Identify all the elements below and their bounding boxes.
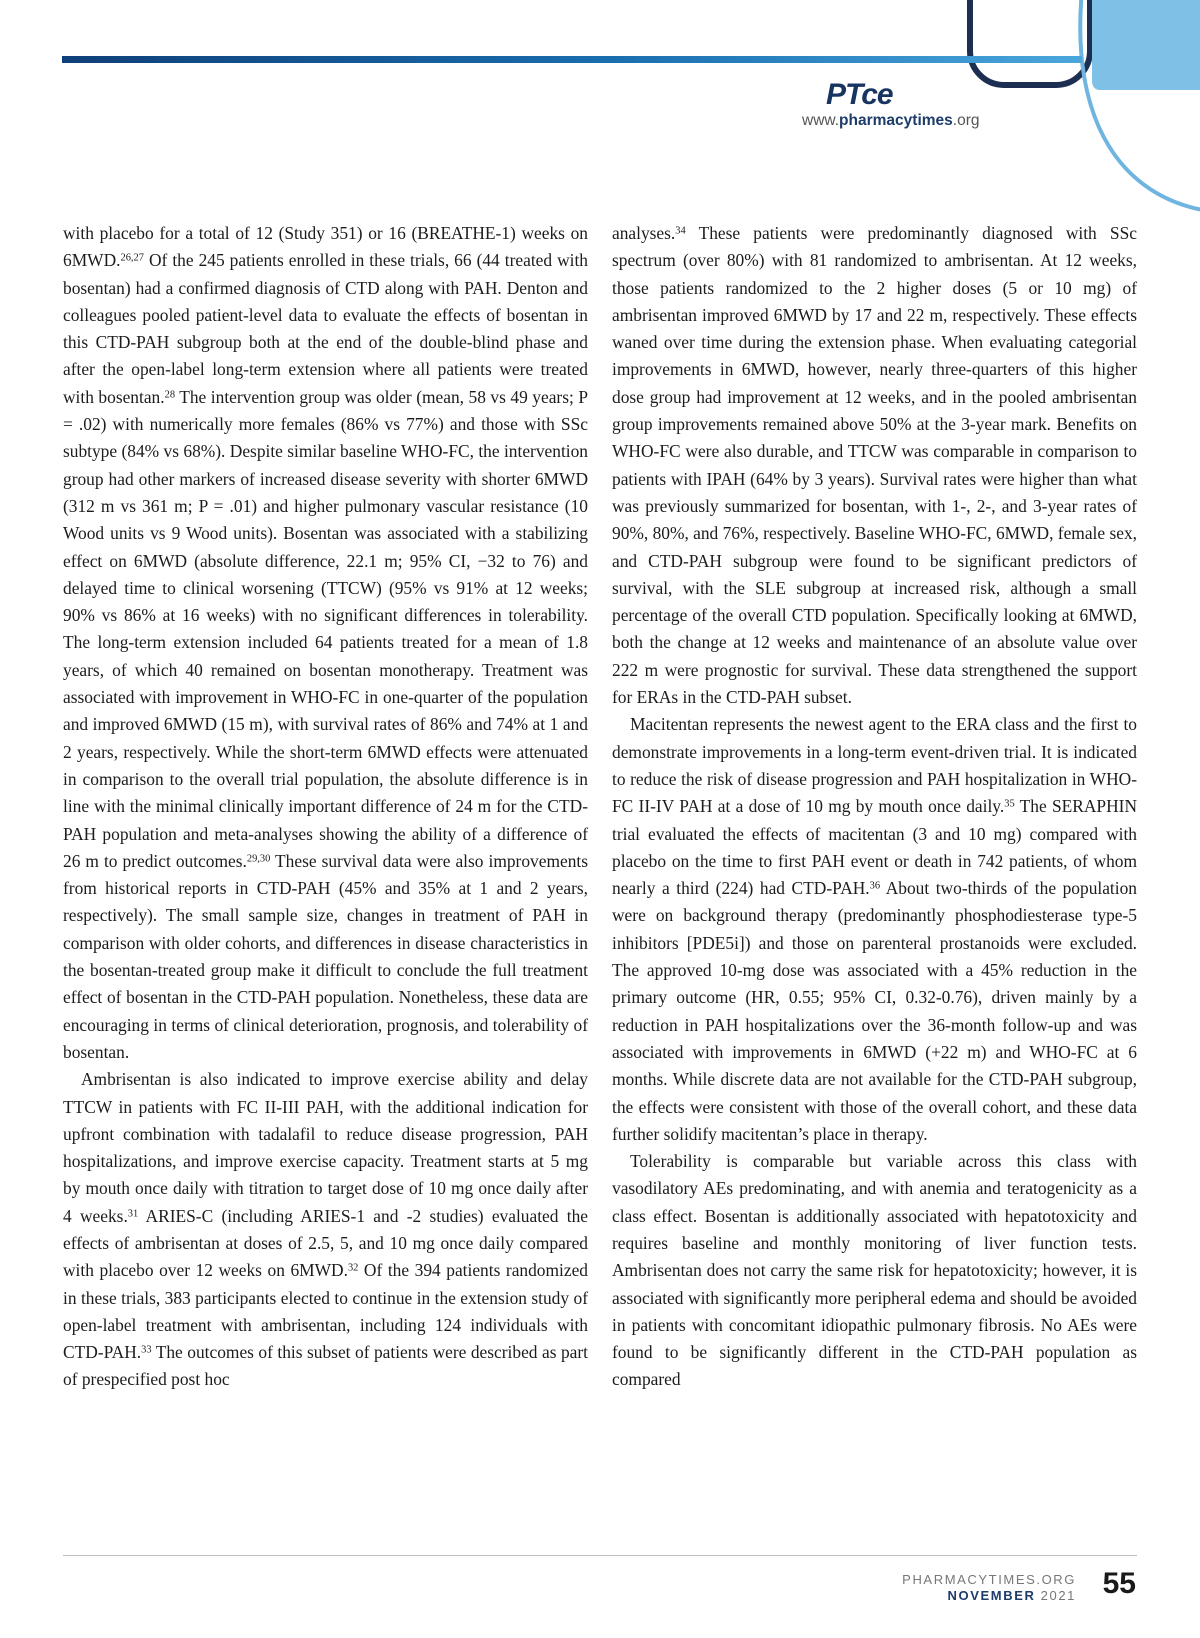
citation: 33 — [141, 1344, 152, 1356]
text-run: analyses. — [612, 223, 676, 243]
right-column — [612, 220, 1137, 1394]
text-run: ARIES-C (including ARIES-1 and -2 studies) evaluated the effects of ambrisentan at doses of 2.5, 5, and 10 mg once daily compared with placebo over 12 weeks on 6MWD. — [63, 1205, 588, 1281]
footer-site: PHARMACYTIMES.ORG — [902, 1572, 1076, 1587]
citation: 28 — [164, 389, 176, 401]
logo-mark — [826, 78, 893, 112]
text-run: Of the 394 patients randomized in these trials, 383 participants elected to continue in the extension study of open-label treatment with ambrisentan, including 124 individuals with CTD-PAH. — [63, 1260, 588, 1363]
text-run: Macitentan represents the newest agent to the ERA class and the first to demonstrate improvements in a long-term event-driven trial. It is indicated to reduce the risk of disease progression and PAH hospitalization in WHO-FC II-IV PAH at a dose of 10 mg by mouth once daily. — [612, 714, 1137, 817]
text-run: Of the 245 patients enrolled in these trials, 66 (44 treated with bosentan) had a confirmed diagnosis of CTD along with PAH. Denton and colleagues pooled patient-level data to evaluate the effects of bosentan in this CTD-PAH subgroup both at the end of the double-blind phase and after the open-label long-term extension where all patients were treated with bosentan. — [63, 250, 588, 407]
navy-rounded-square — [970, 0, 1090, 85]
text-run: The outcomes of this subset of patients were described as part of prespecified post hoc — [63, 1342, 588, 1390]
header-rule — [62, 56, 1082, 63]
text-run: The intervention group was older (mean, 58 vs 49 years; P = .02) with numerically more females (86% vs 77%) and those with SSc subtype (84% vs 68%). Despite similar baseline WHO-FC, the intervention group had other markers of increased disease severity with shorter 6MWD (312 m vs 361 m; P = .01) and higher pulmonary vascular resistance (10 Wood units vs 9 Wood units). Bosentan was associated with a stabilizing effect on 6MWD (absolute difference, 22.1 m; 95% CI, −32 to 76) and delayed time to clinical worsening (TTCW) (95% vs 91% at 12 weeks; 90% vs 86% at 16 weeks) with no significant differences in tolerability. The long-term extension included 64 patients treated for a mean of 1.8 years, of which 40 remained on bosentan monotherapy. Treatment was associated with improvement in WHO-FC in one-quarter of the population and improved 6MWD (15 m), with survival rates of 86% and 74% at 1 and 2 years, respectively. While the short-term 6MWD effects were attenuated in comparison to the overall trial population, the absolute difference is in line with the minimal clinically important difference of 24 m for the CTD-PAH population and meta-analyses showing the ability of a difference of 26 m to predict outcomes. — [63, 386, 589, 871]
paragraph — [63, 1066, 588, 1394]
citation: 32 — [347, 1262, 359, 1274]
text-run: About two-thirds of the population were on background therapy (predominantly phosphodiesterase type-5 inhibitors [PDE5i]) and those on parenteral prostanoids were excluded. The approved 10-mg dose was associated with a 45% reduction in the primary outcome (HR, 0.55; 95% CI, 0.32-0.76), driven mainly by a reduction in PAH hospitalizations over the 36-month follow-up and was associated with improvements in 6MWD (+22 m) and WHO-FC at 6 months. While discrete data are not available for the CTD-PAH subgroup, the effects were consistent with those of the overall cohort, and these data further solidify macitentan’s place in therapy. — [612, 878, 1137, 1144]
citation: 35 — [1004, 798, 1015, 810]
text-run: These survival data were also improvements from historical reports in CTD-PAH (45% and 35% at 1 and 2 years, respectively). The small sample size, changes in treatment of PAH in comparison with older cohorts, and differences in disease characteristics in the bosentan-treated group make it difficult to conclude the full treatment effect of bosentan in the CTD-PAH population. Nonetheless, these data are encouraging in terms of clinical deterioration, prognosis, and tolerability of bosentan. — [63, 850, 588, 1062]
page-number: 55 — [1102, 1567, 1136, 1600]
citation: 34 — [675, 225, 686, 237]
url-domain: pharmacytimes — [839, 112, 953, 129]
text-run: These patients were predominantly diagnosed with SSc spectrum (over 80%) with 81 randomized to ambrisentan. At 12 weeks, those patients randomized to the 2 higher doses (5 or 10 mg) of ambrisentan improved 6MWD by 17 and 22 m, respectively. These effects waned over time during the extension phase. When evaluating categorial improvements in 6MWD, however, nearly three-quarters of this higher dose group had improvement at 12 weeks, and in the pooled ambrisentan group improvements remained above 50% at the 3-year mark. Benefits on WHO-FC were also durable, and TTCW was comparable in comparison to patients with IPAH (64% by 3 years). Survival rates were higher than what was previously summarized for bosentan, with 1-, 2-, and 3-year rates of 90%, 80%, and 76%, respectively. Baseline WHO-FC, 6MWD, female sex, and CTD-PAH subgroup were found to be significant predictors of survival, with the SLE subgroup at increased risk, although a small percentage of the overall CTD population. Specifically looking at 6MWD, both the change at 12 weeks and maintenance of an absolute value over 222 m were prognostic for survival. These data strengthened the support for ERAs in the CTD-PAH subset. — [612, 223, 1137, 708]
paragraph — [612, 220, 1137, 711]
ptce-logo — [800, 78, 1040, 136]
citation: 31 — [127, 1207, 139, 1219]
paragraph — [612, 1148, 1137, 1394]
site-url — [802, 112, 980, 130]
citation: 36 — [869, 880, 881, 892]
paragraph — [612, 711, 1137, 1148]
text-run: The SERAPHIN trial evaluated the effects of macitentan (3 and 10 mg) compared with placebo on the time to first PAH event or death in 742 patients, of whom nearly a third (224) had CTD-PAH. — [612, 796, 1138, 899]
footer-meta — [902, 1572, 1076, 1604]
citation: 26,27 — [120, 252, 144, 264]
url-prefix: www. — [802, 112, 840, 129]
footer-rule — [63, 1555, 1137, 1556]
footer-month: NOVEMBER — [947, 1588, 1036, 1603]
left-column — [63, 220, 588, 1394]
paragraph — [63, 220, 588, 1066]
footer-date — [902, 1588, 1076, 1604]
footer-year: 2021 — [1040, 1588, 1076, 1603]
logo-text: PTce — [826, 78, 893, 111]
text-run: with placebo for a total of 12 (Study 351) or 16 (BREATHE-1) weeks on 6MWD. — [63, 223, 588, 271]
text-run: Tolerability is comparable but variable across this class with vasodilatory AEs predominating, and with anemia and teratogenicity as a class effect. Bosentan is additionally associated with hepatotoxicity and requires baseline and monthly monitoring of liver function tests. Ambrisentan does not carry the same risk for hepatotoxicity; however, it is associated with significantly more peripheral edema and should be avoided in patients with concomitant idiopathic pulmonary fibrosis. No AEs were found to be significantly different in the CTD-PAH population as compared — [612, 1151, 1137, 1390]
text-run: Ambrisentan is also indicated to improve exercise ability and delay TTCW in patients with FC II-III PAH, with the additional indication for upfront combination with tadalafil to reduce disease progression, PAH hospitalizations, and improve exercise capacity. Treatment starts at 5 mg by mouth once daily with titration to target dose of 10 mg once daily after 4 weeks. — [63, 1069, 588, 1226]
url-suffix: .org — [952, 112, 980, 129]
citation: 29,30 — [246, 853, 271, 865]
blue-tab-shape — [1092, 0, 1200, 90]
